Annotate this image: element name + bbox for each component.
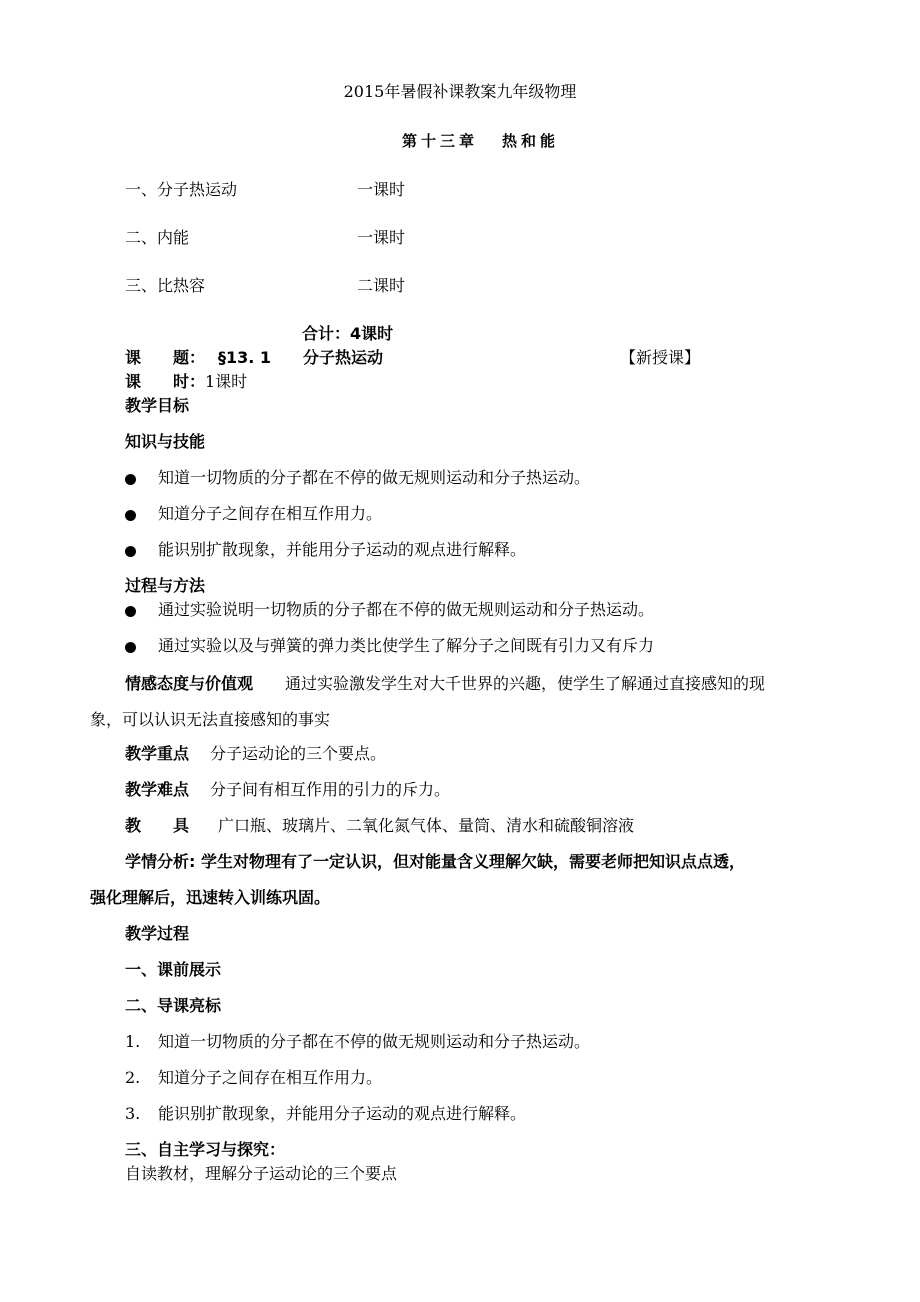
emotion-line-1: 通过实验激发学生对大千世界的兴趣，使学生了解通过直接感知的现	[285, 674, 766, 693]
lesson-topic-value: §13. 1 分子热运动	[218, 348, 384, 367]
lesson-topic-label: 课 题：	[125, 348, 206, 367]
bullet-icon	[125, 510, 136, 521]
step-2-heading: 二、导课亮标	[125, 996, 222, 1015]
step-3-text: 自读教材，理解分子运动论的三个要点	[125, 1164, 398, 1183]
schedule-hours-1: 一课时	[357, 180, 406, 199]
goal-text-1: 知道一切物质的分子都在不停的做无规则运动和分子热运动。	[158, 1032, 591, 1051]
schedule-hours-3: 二课时	[357, 276, 406, 295]
lesson-time-label: 课 时：	[125, 372, 206, 391]
schedule-topic-2: 二、内能	[125, 228, 190, 247]
schedule-topic-3: 三、比热容	[125, 276, 206, 295]
emotion-label: 情感态度与价值观	[125, 674, 254, 693]
process-item-2: 通过实验以及与弹簧的弹力类比使学生了解分子之间既有引力又有斥力	[158, 636, 655, 655]
emotion-line-2: 象，可以认识无法直接感知的事实	[90, 710, 331, 729]
chapter-name: 热和能	[502, 132, 560, 150]
goal-text-2: 知道分子之间存在相互作用力。	[158, 1068, 383, 1087]
bullet-icon	[125, 606, 136, 617]
total-hours: 合计：4课时	[302, 324, 394, 343]
step-1-heading: 一、课前展示	[125, 960, 222, 979]
objectives-heading: 教学目标	[125, 396, 190, 415]
schedule-hours-2: 一课时	[357, 228, 406, 247]
process-item-1: 通过实验说明一切物质的分子都在不停的做无规则运动和分子热运动。	[158, 600, 655, 619]
tools-text: 广口瓶、玻璃片、二氧化氮气体、量筒、清水和硫酸铜溶液	[218, 816, 635, 835]
lesson-type: 【新授课】	[620, 348, 701, 367]
analysis-line-1: 学情分析: 学生对物理有了一定认识，但对能量含义理解欠缺，需要老师把知识点点透，	[125, 852, 745, 871]
step-3-heading: 三、自主学习与探究：	[125, 1140, 286, 1159]
process-heading: 过程与方法	[125, 576, 206, 595]
knowledge-item-1: 知道一切物质的分子都在不停的做无规则运动和分子热运动。	[158, 468, 591, 487]
bullet-icon	[125, 642, 136, 653]
bullet-icon	[125, 474, 136, 485]
bullet-icon	[125, 546, 136, 557]
doc-title: 2015年暑假补课教案九年级物理	[343, 82, 577, 101]
process-title: 教学过程	[125, 924, 190, 943]
tools-label: 教 具	[125, 816, 190, 835]
lesson-time-value: 1课时	[205, 372, 248, 391]
knowledge-heading: 知识与技能	[125, 432, 206, 451]
key-point-text: 分子运动论的三个要点。	[210, 744, 387, 763]
analysis-line-2: 强化理解后，迅速转入训练巩固。	[90, 888, 331, 907]
chapter-number: 第十三章	[402, 132, 479, 150]
knowledge-item-2: 知道分子之间存在相互作用力。	[158, 504, 383, 523]
key-point-label: 教学重点	[125, 744, 190, 763]
goal-number-2: 2.	[125, 1068, 141, 1087]
knowledge-item-3: 能识别扩散现象，并能用分子运动的观点进行解释。	[158, 540, 527, 559]
goal-text-3: 能识别扩散现象，并能用分子运动的观点进行解释。	[158, 1104, 527, 1123]
difficulty-text: 分子间有相互作用的引力的斥力。	[210, 780, 451, 799]
goal-number-3: 3.	[125, 1104, 141, 1123]
goal-number-1: 1.	[125, 1032, 141, 1051]
schedule-topic-1: 一、分子热运动	[125, 180, 238, 199]
difficulty-label: 教学难点	[125, 780, 190, 799]
